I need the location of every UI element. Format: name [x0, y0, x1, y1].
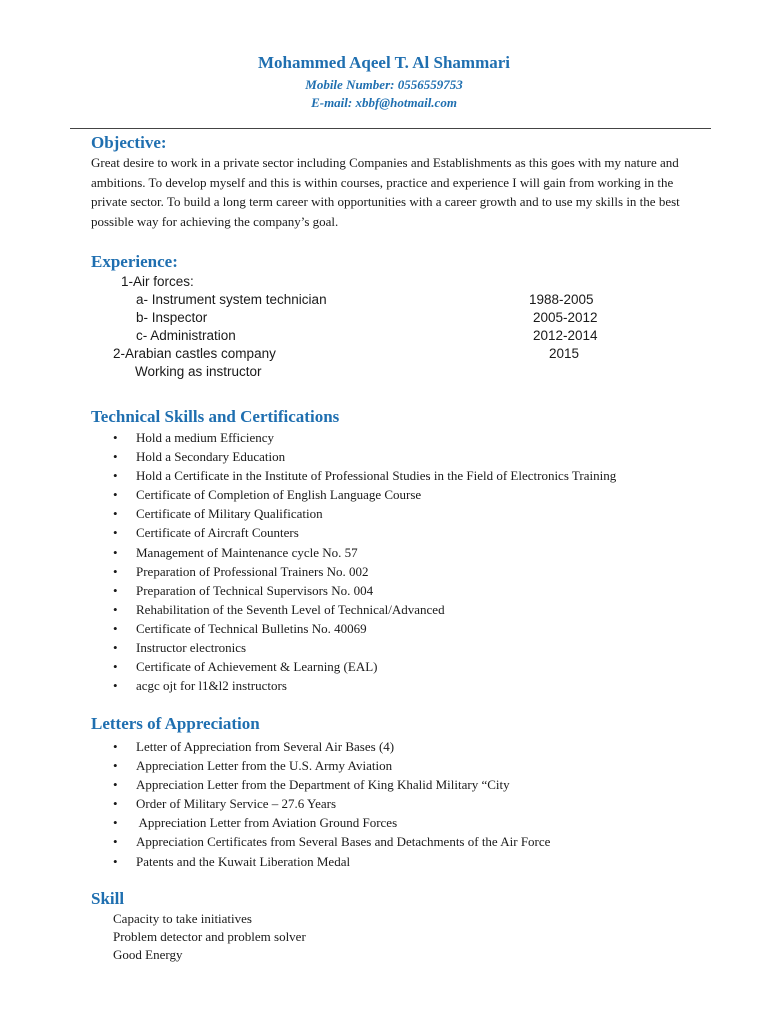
list-item: Problem detector and problem solver [113, 929, 306, 944]
list-item: • Appreciation Certificates from Several Bases and Detachments of the Air Force [91, 832, 550, 851]
list-item: Good Energy [113, 947, 183, 962]
letters-heading: Letters of Appreciation [91, 714, 260, 733]
skill-list [113, 910, 306, 964]
list-item: • Certificate of Completion of English Language Course [91, 485, 616, 504]
list-item: • Patents and the Kuwait Liberation Medal [91, 852, 550, 871]
list-item: • Appreciation Letter from the Department of King Khalid Military “City [91, 775, 550, 794]
list-item: • Preparation of Professional Trainers No. 002 [91, 562, 616, 581]
experience-employer-2-years: 2015 [549, 346, 580, 361]
list-item: • Certificate of Technical Bulletins No. 40069 [91, 619, 616, 638]
experience-employer-2-role: Working as instructor [135, 364, 262, 379]
list-item: • Certificate of Achievement & Learning (EAL) [91, 657, 616, 676]
list-item: • Rehabilitation of the Seventh Level of Technical/Advanced [91, 600, 616, 619]
list-item: • Certificate of Military Qualification [91, 504, 616, 523]
experience-heading: Experience: [91, 252, 178, 271]
list-item: • Hold a medium Efficiency [91, 428, 616, 447]
technical-heading: Technical Skills and Certifications [91, 407, 340, 426]
experience-employer-2: 2-Arabian castles company [113, 346, 276, 361]
list-item: • Hold a Secondary Education [91, 447, 616, 466]
skill-heading: Skill [91, 889, 125, 908]
experience-role-c: c- Administration [136, 328, 236, 343]
experience-role-c-years: 2012-2014 [533, 328, 598, 343]
experience-employer-1: 1-Air forces: [121, 274, 194, 289]
list-item: • Management of Maintenance cycle No. 57 [91, 543, 616, 562]
list-item: • Preparation of Technical Supervisors No. 004 [91, 581, 616, 600]
objective-text: Great desire to work in a private sector including Companies and Establishments as this goes with my nature and ambitions. To develop myself and this is within courses, practice and experience I will gain from working in the private sector. To build a long term career with opportunities with a career growth and to use my skills in the best possible way for achieving the company’s goal. [91, 155, 680, 229]
experience-role-b-years: 2005-2012 [533, 310, 598, 325]
list-item: Capacity to take initiatives [113, 911, 252, 926]
experience-role-a: a- Instrument system technician [136, 292, 327, 307]
header-divider [70, 128, 711, 129]
list-item: • Letter of Appreciation from Several Air Bases (4) [91, 737, 550, 756]
mobile-number: Mobile Number: 0556559753 [305, 77, 463, 92]
letters-list [91, 737, 550, 871]
list-item: • acgc ojt for l1&l2 instructors [91, 676, 616, 695]
list-item: • Appreciation Letter from the U.S. Army Aviation [91, 756, 550, 775]
list-item: • Appreciation Letter from Aviation Ground Forces [91, 813, 550, 832]
list-item: • Hold a Certificate in the Institute of Professional Studies in the Field of Electronics Training [91, 466, 616, 485]
candidate-name: Mohammed Aqeel T. Al Shammari [257, 53, 510, 72]
email-address: E-mail: xbbf@hotmail.com [311, 95, 457, 110]
list-item: • Certificate of Aircraft Counters [91, 523, 616, 542]
list-item: • Order of Military Service – 27.6 Years [91, 794, 550, 813]
experience-role-b: b- Inspector [136, 310, 208, 325]
list-item: • Instructor electronics [91, 638, 616, 657]
objective-heading: Objective: [91, 133, 167, 152]
experience-role-a-years: 1988-2005 [529, 292, 594, 307]
technical-list [91, 428, 616, 695]
